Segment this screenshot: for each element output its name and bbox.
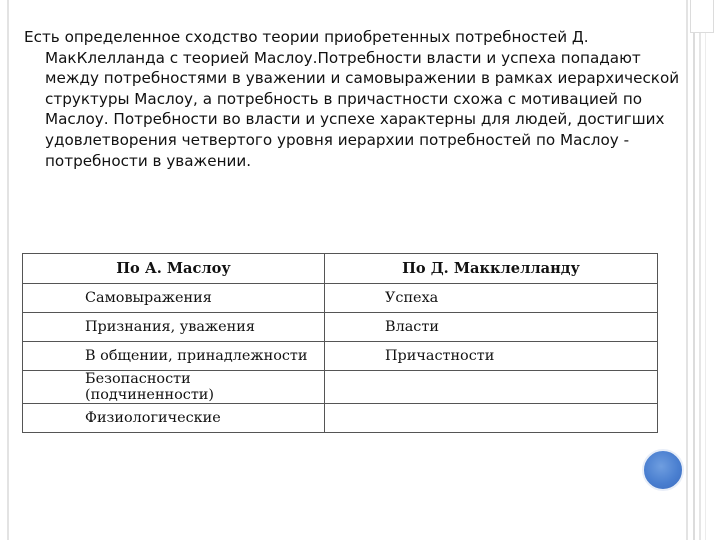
needs-comparison-table	[22, 253, 658, 433]
table-row	[23, 342, 658, 371]
table-header-maslow: По А. Маслоу	[23, 254, 325, 284]
table-cell	[325, 371, 658, 404]
table-header-row	[23, 254, 658, 284]
table-cell: Физиологические	[23, 404, 325, 433]
table-cell: Причастности	[325, 342, 658, 371]
decorative-edge-line	[705, 0, 706, 540]
decorative-edge-line	[699, 0, 701, 540]
table-cell: Безопасности (подчиненности)	[23, 371, 325, 404]
table-cell: Власти	[325, 313, 658, 342]
decorative-edge-line	[693, 0, 695, 540]
table-row	[23, 371, 658, 404]
decorative-corner-tab	[690, 0, 714, 33]
table-row	[23, 404, 658, 433]
table-cell: Признания, уважения	[23, 313, 325, 342]
table-cell	[325, 404, 658, 433]
decorative-circle	[642, 449, 684, 491]
table-cell: Успеха	[325, 284, 658, 313]
table-row	[23, 284, 658, 313]
table-cell: В общении, принадлежности	[23, 342, 325, 371]
body-paragraph: Есть определенное сходство теории приобретенных потребностей Д. МакКлелланда с теорией Маслоу.Потребности власти и успеха попадают между потребностями в уважении и самовыражении в рамках иерархической структуры Маслоу, а потребность в причастности схожа с мотивацией по Маслоу. Потребности во власти и успехе характерны для людей, достигших удовлетворения четвертого уровня иерархии потребностей по Маслоу - потребности в уважении.	[24, 28, 680, 170]
table-header-mcclelland: По Д. Макклелланду	[325, 254, 658, 284]
table-row	[23, 313, 658, 342]
table-cell: Самовыражения	[23, 284, 325, 313]
